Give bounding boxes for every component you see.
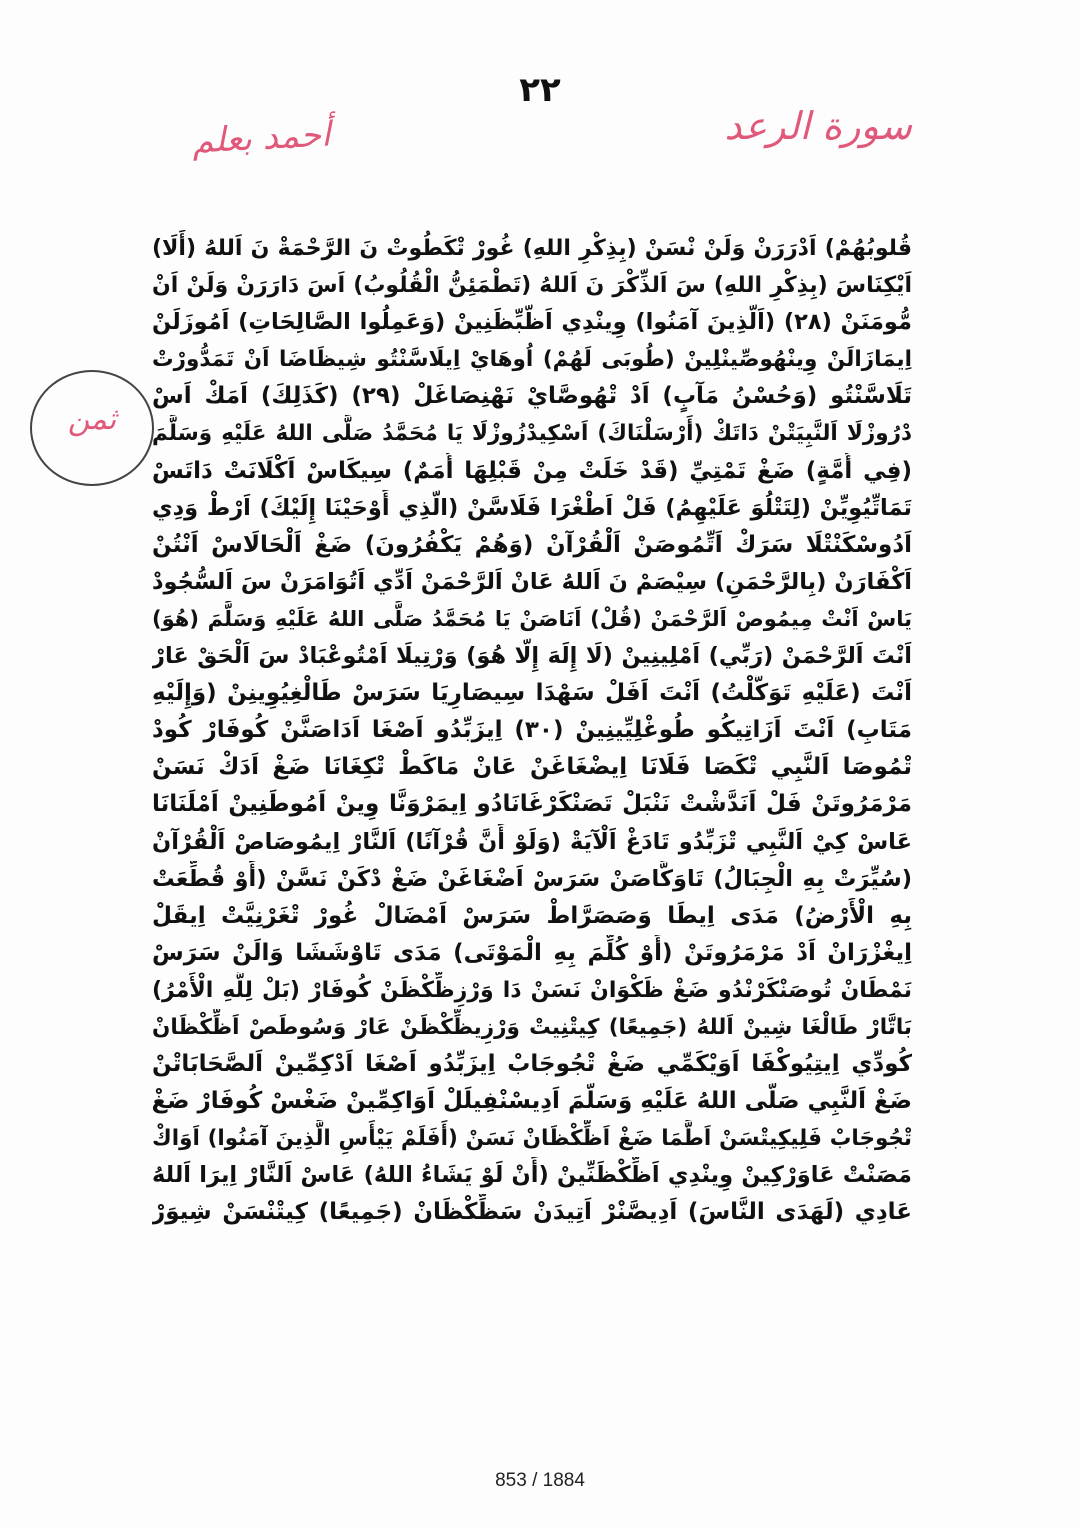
text-line: (فِي أُمَّةٍ) ضَغْ تَمْتِيِّ (قَدْ خَلَتْ مِنْ قَبْلِهَا أُمَمٌ) سِيكَاسْ اَكْلَانَتْ دَاتَسْ <box>152 457 912 484</box>
text-line: اَنْتَ اَلرَّحْمَنْ (رَبِّي) اَمْلِينِينْ (لَا إِلَهَ إِلَّا هُوَ) وَرْتِيلَا اَمْتُوعْبَادْ سَ اَلْحَقْ عَارْ <box>152 643 912 670</box>
text-line: مَتَابِ) اَنْتَ اَزَاتِيكُو طُوغْلِيِّينِينْ (٣٠) اِيزَبِّدُو اَصْغَا اَدَاصَنَّنْ كُوفَارْ كُودْ <box>152 717 912 744</box>
text-line: بَاتَّارْ طَالْغَا شِينْ اَللهُ (جَمِيعًا) كِيتْنِيتْ وَرْزِيظِّكْظَنْ عَارْ وَسُوطَصْ اَظِّكْظَانْ <box>152 1014 912 1040</box>
text-line: تْجُوجَابْ فَلِيكِيتْسَنْ اَطَّمَا ضَغْ اَظِّكْظَانْ نَسَنْ (أَفَلَمْ يَيْأَسِ الَّذِينَ آمَنُوا) اَوَاكْ <box>152 1126 912 1152</box>
text-line: اَيْكِنَاسَ (بِذِكْرِ اللهِ) سَ اَلذِّكْرَ نَ اَللهُ (تَطْمَئِنُّ الْقُلُوبُ) اَسَ دَارَرَنْ وَلَنْ اَنْ <box>152 273 912 299</box>
handwritten-surah-title: سورة الرعد <box>724 104 912 148</box>
tafsir-text-block <box>152 230 912 1232</box>
text-line: عَادِي (لَهَدَى النَّاسَ) اَدِيصَّنْرْ اَتِيدَنْ سَظِّكْظَانْ (جَمِيعًا) كِيتْنْسَنْ شِيوَرْ <box>152 1199 912 1226</box>
text-line: دْرُوزْلَا اَلنَّبِيَتْنْ دَاتَكْ (أَرْسَلْنَاكَ) اَسْكِيدْزُوزْلَا يَا مُحَمَّدُ صَلَّى اللهُ عَلَيْهِ وَسَلَّمَ <box>152 421 912 447</box>
text-line: اِيغْزْرَانْ اَدْ مَرْمَرُوتَنْ (أَوْ كُلِّمَ بِهِ الْمَوْتَى) مَدَى تَاوْشَشَا وَالَنْ سَرَسْ <box>152 939 912 966</box>
text-line: اَنْتَ (عَلَيْهِ تَوَكَّلْتُ) اَنْتَ اَفَلْ سَهْدَا سِيصَارِيَا سَرَسْ طَالْغِيُوِينِنْ (وَإِلَيْهِ <box>152 680 912 707</box>
text-line: مُّومَنَنْ (٢٨) (اَلَّذِينَ آمَنُوا) وِينْدِي اَظَّبِّظَنِينْ (وَعَمِلُوا الصَّالِحَاتِ) اَمُوزَلَنْ <box>152 309 912 336</box>
text-line: تَلَاسَّنْتُو (وَحُسْنُ مَآبٍ) اَدْ تْهُوصَّايْ نَهْنِصَاغَلْ (٢٩) (كَذَلِكَ) اَمَكْ اَسْ <box>152 383 912 410</box>
page-counter: 853 / 1884 <box>495 1470 585 1491</box>
text-line: اَدُوسْكَنْتْلَا سَرَكْ اَتِّمُوصَنْ اَلْقُرْآنْ (وَهُمْ يَكْفُرُونَ) ضَغْ اَلْحَالَاسْ اَنْتُنْ <box>152 531 912 558</box>
text-line: تْمُوصَا اَلنَّبِي تْكَصَا فَلَانَا اِيضْغَاغَنْ عَانْ مَاكَطْ تْكِغَانَا ضَغْ اَدَكْ نَسَنْ <box>152 754 912 781</box>
text-line: بِهِ الْأَرْضُ) مَدَى اِيطَا وَصَصَرَّاطْ سَرَسْ اَمْضَالْ غُورْ تْغَرْنِيَّتْ اِيقَلْ <box>152 902 912 929</box>
handwritten-name-note: أحمد بعلم <box>191 114 332 162</box>
margin-note-circle <box>30 370 154 486</box>
text-line: مَرْمَرُوتَنْ فَلْ اَنَدَّشْتْ نَنْبَلْ تَصَنْكَرْغَانَادُو اِيمَرْوَنَّا وِينْ اَمُوطَنِينْ اَمْلَنَانَا <box>152 791 912 818</box>
text-line: مَصَنْتْ عَاوَرْكِينْ وِينْدِي اَظِّكْظَنِّينْ (أَنْ لَوْ يَشَاءُ اللهُ) عَاسْ اَلنَّارْ اِيرَا اَللهُ <box>152 1162 912 1189</box>
page-number: ٢٢ <box>519 70 561 110</box>
text-line: عَاسْ كِيْ اَلنَّبِي تْزَبِّدُو تَادَغْ اَلْآيَةْ (وَلَوْ أَنَّ قُرْآنًا) اَلنَّارْ اِيمُوصَاصْ اَلْقُرْآنْ <box>152 828 912 855</box>
text-line: قُلوبُهُمْ) اَدْرَرَنْ وَلَنْ نْسَنْ (بِذِكْرِ اللهِ) غُورْ تْكَطُوتْ نَ الرَّحْمَةْ نَ اَللهُ (أَلَا) <box>152 236 912 261</box>
text-line: اَكْفَارَنْ (بِالرَّحْمَنِ) سِيْصَمْ نَ اَللهُ عَانْ اَلرَّحْمَنْ اَدِّي اَتُوَامَرَنْ سَ اَلسُّجُودْ <box>152 568 912 595</box>
text-line: كُودِّي اِيتِيُوكْفَا اَوَيْكَمِّي ضَغْ تْجُوجَابْ اِيزَبِّدُو اَصْغَا اَدْكِمِّينْ اَلصَّحَابَاتْنْ <box>152 1051 912 1078</box>
text-line: نَمْطَانْ تُوصَنْكَرْنْدُو ضَغْ ظَكْوَانْ نَسَنْ دَا وَرْزِظِّكْظَنْ كُوفَارْ (بَلْ لِلَّهِ الْأَمْرُ) <box>152 977 912 1003</box>
text-line: (سُيِّرَتْ بِهِ الْجِبَالُ) تَاوَكَّاصَنْ سَرَسْ اَضْغَاغَنْ ضَغْ دْكَنْ نَسَّنْ (أَوْ قُطِّعَتْ <box>152 865 912 892</box>
text-line: يَاسْ اَنْتْ مِيمُوصْ اَلرَّحْمَنْ (قُلْ) اَنَاصَنْ يَا مُحَمَّدُ صَلَّى اللهُ عَلَيْهِ وَسَلَّمَ (هُوَ) <box>152 606 912 631</box>
text-line: اِيمَازَالَنْ وِينْهُوصِّينْلِينْ (طُوبَى لَهُمْ) اُوهَايْ اِيلَاسَّنْتُو شِيظَاضَا اَنْ تَمَدُّورْتْ <box>152 347 912 373</box>
text-line: تَمَاتِّيُوِيِّنْ (لِتَتْلُوَ عَلَيْهِمُ) فَلْ اَطْغْرَا فَلَاسَّنْ (الَّذِي أَوْحَيْنَا إِلَيْكَ) اَرْطْ وَدِي <box>152 494 912 521</box>
margin-note-text: ثمن <box>67 402 117 437</box>
text-line: ضَغْ اَلنَّبِي صَلَّى اللهُ عَلَيْهِ وَسَلَّمَ اَدِيسْنْفِيلَلْ اَوَاكِمِّينْ ضَغْسْ كُوفَارْ ضَغْ <box>152 1088 912 1115</box>
